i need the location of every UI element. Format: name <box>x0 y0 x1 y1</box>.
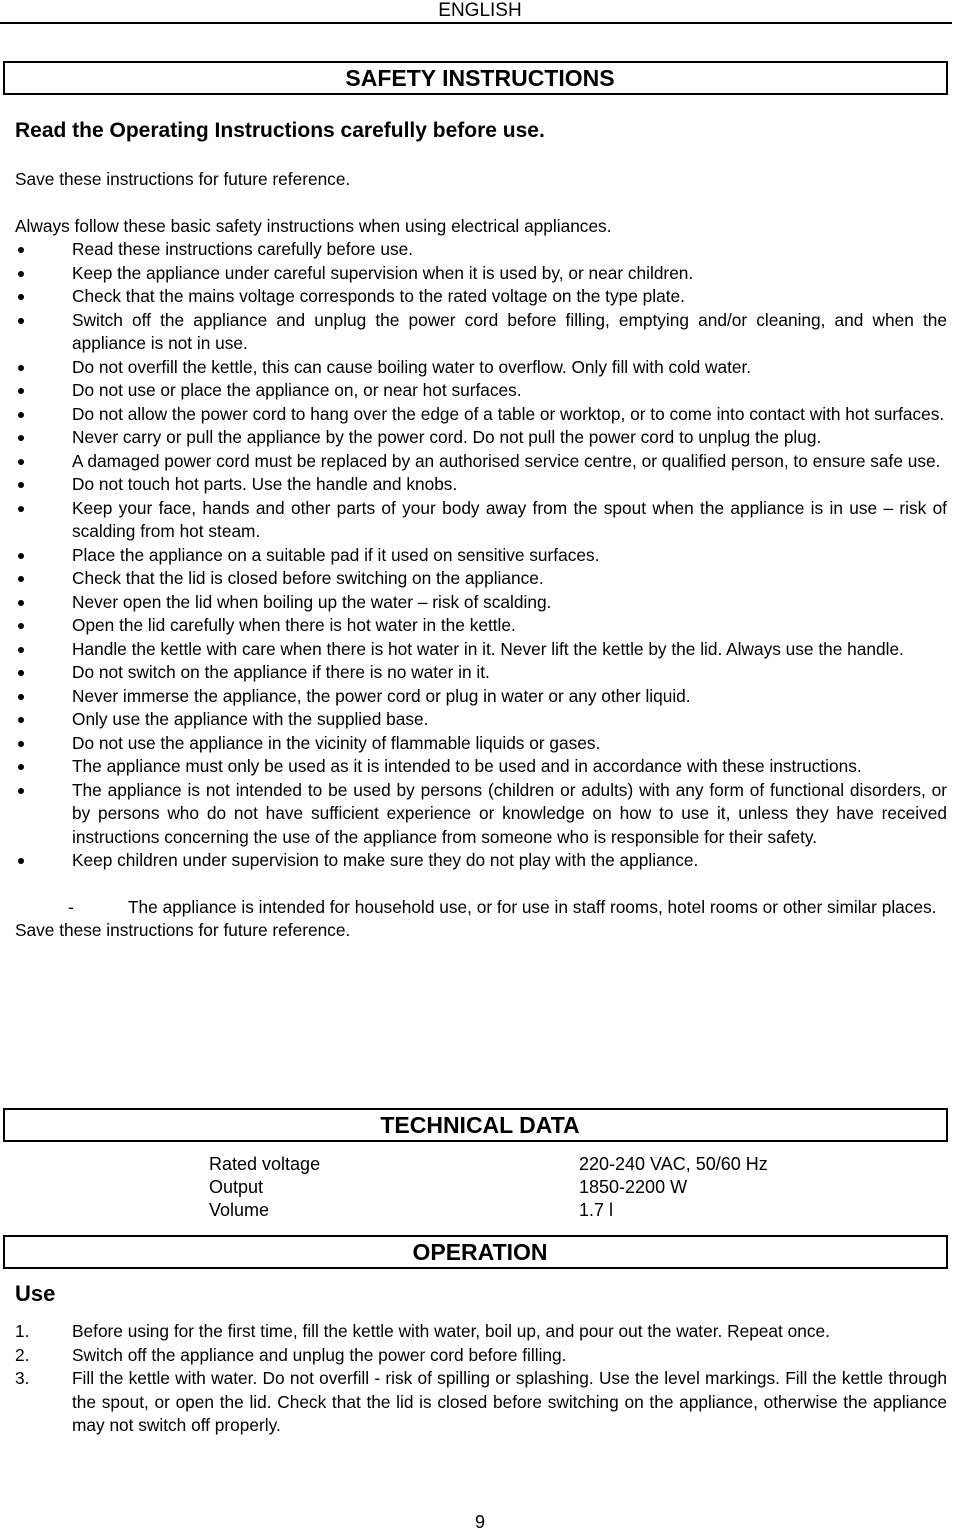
operation-title: OPERATION <box>412 1239 548 1265</box>
bullet-dot-icon <box>18 600 24 606</box>
bullet-dot-icon <box>18 412 24 418</box>
tech-row-volume <box>209 1199 768 1222</box>
bullet-dot-icon <box>18 741 24 747</box>
operation-step <box>15 1320 947 1344</box>
safety-bullet-text: Do not switch on the appliance if there is no water in it. <box>72 662 490 682</box>
safety-bullet-item <box>15 661 947 685</box>
bullet-dot-icon <box>18 623 24 629</box>
safety-bullet-text: Never immerse the appliance, the power cord or plug in water or any other liquid. <box>72 685 691 706</box>
bullet-dot-icon <box>18 482 24 488</box>
step-number: 1. <box>15 1321 30 1341</box>
bullet-dot-icon <box>18 576 24 582</box>
household-use-text: The appliance is intended for household use, or for use in staff rooms, hotel rooms or other similar places. <box>128 896 937 917</box>
operation-step-list <box>15 1320 947 1438</box>
use-heading: Use <box>15 1281 56 1306</box>
tech-label: Rated voltage <box>209 1154 321 1174</box>
step-number: 2. <box>15 1344 30 1365</box>
bullet-dot-icon <box>18 717 24 723</box>
safety-bullet-item <box>15 708 947 732</box>
step-text: Switch off the appliance and unplug the power cord before filling. <box>72 1344 567 1365</box>
safety-bullet-item <box>15 403 947 427</box>
page-number: 9 <box>474 1512 485 1532</box>
safety-bullet-text: Switch off the appliance and unplug the power cord before filling, emptying and/or cleaning, and when the appliance is not in use. <box>72 309 947 353</box>
safety-title: SAFETY INSTRUCTIONS <box>345 65 615 91</box>
bullet-dot-icon <box>18 388 24 394</box>
safety-bullet-item <box>15 567 947 591</box>
safety-bullet-text: The appliance must only be used as it is intended to be used and in accordance with these instructions. <box>72 756 862 776</box>
safety-bullet-text: Handle the kettle with care when there is hot water in it. Never lift the kettle by the lid. Always use the handle. <box>72 638 904 659</box>
safety-bullet-item <box>15 473 947 497</box>
step-text: Before using for the first time, fill the kettle with water, boil up, and pour out the water. Repeat once. <box>72 1321 830 1341</box>
bullet-dot-icon <box>18 670 24 676</box>
bullet-dot-icon <box>18 247 24 253</box>
safety-bullet-item <box>15 685 947 709</box>
safety-bullet-text: A damaged power cord must be replaced by an authorised service centre, or qualified person, to ensure safe use. <box>72 450 941 471</box>
safety-bullet-list <box>15 238 947 873</box>
bullet-dot-icon <box>18 271 24 277</box>
tech-value: 1850-2200 W <box>579 1177 688 1197</box>
bullet-dot-icon <box>18 694 24 700</box>
bullet-dot-icon <box>18 553 24 559</box>
bullet-dot-icon <box>18 764 24 770</box>
operation-content <box>15 1320 947 1438</box>
safety-closing: Save these instructions for future reference. <box>15 920 351 940</box>
operation-step <box>15 1344 947 1368</box>
safety-bullet-text: Keep your face, hands and other parts of your body away from the spout when the appliance is in use – risk of scalding from hot steam. <box>72 497 947 541</box>
safety-bullet-text: Check that the lid is closed before switching on the appliance. <box>72 568 544 588</box>
safety-bullet-item <box>15 356 947 380</box>
safety-bullet-item <box>15 755 947 779</box>
bullet-dot-icon <box>18 435 24 441</box>
bullet-dot-icon <box>18 647 24 653</box>
safety-bullet-text: Never carry or pull the appliance by the power cord. Do not pull the power cord to unplug the plug. <box>72 427 822 447</box>
safety-intro: Always follow these basic safety instructions when using electrical appliances. <box>15 215 612 236</box>
bullet-dot-icon <box>18 294 24 300</box>
safety-bullet-text: Do not allow the power cord to hang over the edge of a table or worktop, or to come into contact with hot surfaces. <box>72 403 945 424</box>
tech-row-output <box>209 1176 768 1199</box>
safety-bullet-text: Do not touch hot parts. Use the handle and knobs. <box>72 474 458 494</box>
bullet-dot-icon <box>18 365 24 371</box>
operation-step <box>15 1367 947 1438</box>
safety-bullet-item <box>15 849 947 873</box>
safety-bullet-text: Only use the appliance with the supplied base. <box>72 709 429 729</box>
safety-bullet-text: Keep children under supervision to make sure they do not play with the appliance. <box>72 850 699 870</box>
bullet-dot-icon <box>18 858 24 864</box>
safety-bullet-item <box>15 262 947 286</box>
bullet-dot-icon <box>18 318 24 324</box>
bullet-dot-icon <box>18 459 24 465</box>
safety-bullet-item <box>15 285 947 309</box>
safety-bullet-text: Do not overfill the kettle, this can cause boiling water to overflow. Only fill with cold water. <box>72 356 752 377</box>
header-rule <box>0 22 952 24</box>
safety-content <box>15 118 947 943</box>
safety-bullet-text: Place the appliance on a suitable pad if it used on sensitive surfaces. <box>72 544 600 565</box>
safety-bullet-text: Check that the mains voltage corresponds to the rated voltage on the type plate. <box>72 286 685 306</box>
safety-bullet-item <box>15 238 947 262</box>
tech-label: Output <box>209 1177 264 1197</box>
tech-value: 220-240 VAC, 50/60 Hz <box>579 1154 768 1174</box>
safety-bullet-item <box>15 450 947 474</box>
safety-bullet-item <box>15 426 947 450</box>
safety-bullet-text: Never open the lid when boiling up the water – risk of scalding. <box>72 591 552 612</box>
safety-lead: Read the Operating Instructions carefully before use. <box>15 119 545 142</box>
safety-bullet-item <box>15 544 947 568</box>
safety-bullet-item <box>15 497 947 544</box>
safety-bullet-item <box>15 732 947 756</box>
safety-bullet-item <box>15 591 947 615</box>
step-number: 3. <box>15 1368 30 1388</box>
bullet-dot-icon <box>18 506 24 512</box>
safety-bullet-item <box>15 309 947 356</box>
safety-save-note: Save these instructions for future reference. <box>15 169 351 189</box>
safety-bullet-item <box>15 379 947 403</box>
header-language: ENGLISH <box>438 0 522 21</box>
safety-bullet-text: Do not use the appliance in the vicinity of flammable liquids or gases. <box>72 732 601 753</box>
safety-bullet-text: Read these instructions carefully before use. <box>72 239 414 259</box>
safety-bullet-text: Open the lid carefully when there is hot water in the kettle. <box>72 615 516 635</box>
safety-bullet-text: Do not use or place the appliance on, or near hot surfaces. <box>72 380 522 400</box>
dash-marker: - <box>68 896 74 917</box>
safety-bullet-text: The appliance is not intended to be used by persons (children or adults) with any form of functional disorders, or by persons who do not have sufficient experience or knowledge on how to use it, unless they have received instructions concerning the use of the appliance from someone who is responsible for their safety. <box>72 779 947 847</box>
tech-row-voltage <box>209 1153 768 1176</box>
household-use-note <box>15 896 947 920</box>
tech-label: Volume <box>209 1200 270 1220</box>
step-text: Fill the kettle with water. Do not overfill - risk of spilling or splashing. Use the level markings. Fill the kettle through the spout, or open the lid. Check that the lid is closed before switching on the appliance, otherwise the appliance may not switch off properly. <box>72 1368 947 1435</box>
technical-title: TECHNICAL DATA <box>380 1112 580 1138</box>
safety-bullet-item <box>15 614 947 638</box>
safety-bullet-item <box>15 779 947 850</box>
bullet-dot-icon <box>18 788 24 794</box>
safety-bullet-item <box>15 638 947 662</box>
safety-bullet-text: Keep the appliance under careful supervision when it is used by, or near children. <box>72 262 694 283</box>
tech-value: 1.7 l <box>579 1200 614 1220</box>
technical-data-table <box>209 1153 768 1222</box>
